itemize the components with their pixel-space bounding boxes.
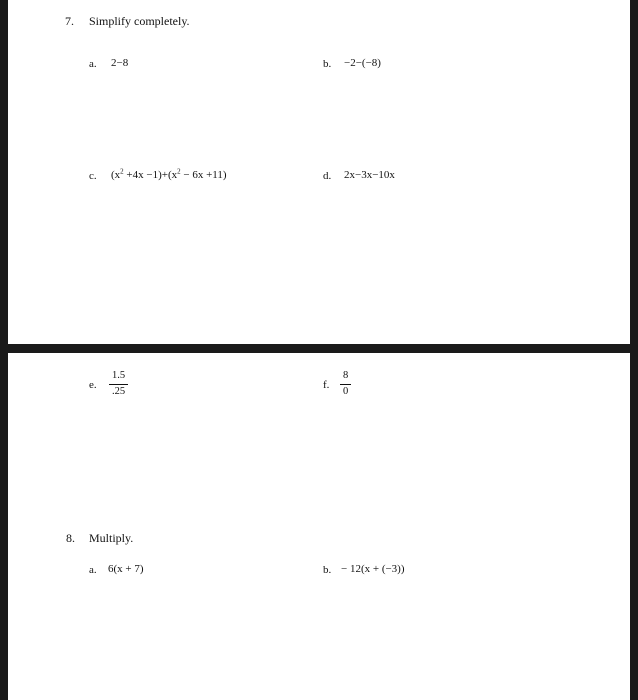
q7f-numerator: 8 bbox=[340, 371, 351, 385]
q7d-expression: 2x−3x−10x bbox=[344, 169, 395, 181]
q7e-numerator: 1.5 bbox=[109, 371, 128, 385]
q7e-label: e. bbox=[89, 379, 97, 391]
q7c-label: c. bbox=[89, 170, 97, 182]
q8a-expression: 6(x + 7) bbox=[108, 563, 144, 575]
q8a-label: a. bbox=[89, 564, 97, 576]
q7f-fraction bbox=[340, 371, 351, 397]
q7e-denominator: .25 bbox=[112, 385, 126, 397]
q7c-expression: $(x^2 +4x -1)+(x^2 - 6x +11)$ bbox=[111, 167, 227, 181]
q7e-fraction bbox=[109, 371, 128, 397]
page-divider bbox=[0, 344, 638, 353]
q7a-expression: 2−8 bbox=[111, 57, 129, 69]
question-7-number: 7. bbox=[65, 14, 74, 28]
question-7-title: Simplify completely. bbox=[89, 14, 190, 28]
q8b-expression: − 12(x + (−3)) bbox=[341, 563, 405, 575]
worksheet-page-bottom bbox=[8, 353, 630, 700]
q7a-label: a. bbox=[89, 58, 97, 70]
q7f-label: f. bbox=[323, 379, 330, 391]
question-8-title: Multiply. bbox=[89, 531, 134, 545]
q7b-expression: −2−(−8) bbox=[344, 57, 381, 69]
question-8-number: 8. bbox=[66, 531, 75, 545]
q7b-label: b. bbox=[323, 58, 332, 70]
q8b-label: b. bbox=[323, 564, 332, 576]
q7f-denominator: 0 bbox=[343, 385, 349, 397]
q7d-label: d. bbox=[323, 170, 332, 182]
worksheet-page-top bbox=[8, 0, 630, 344]
